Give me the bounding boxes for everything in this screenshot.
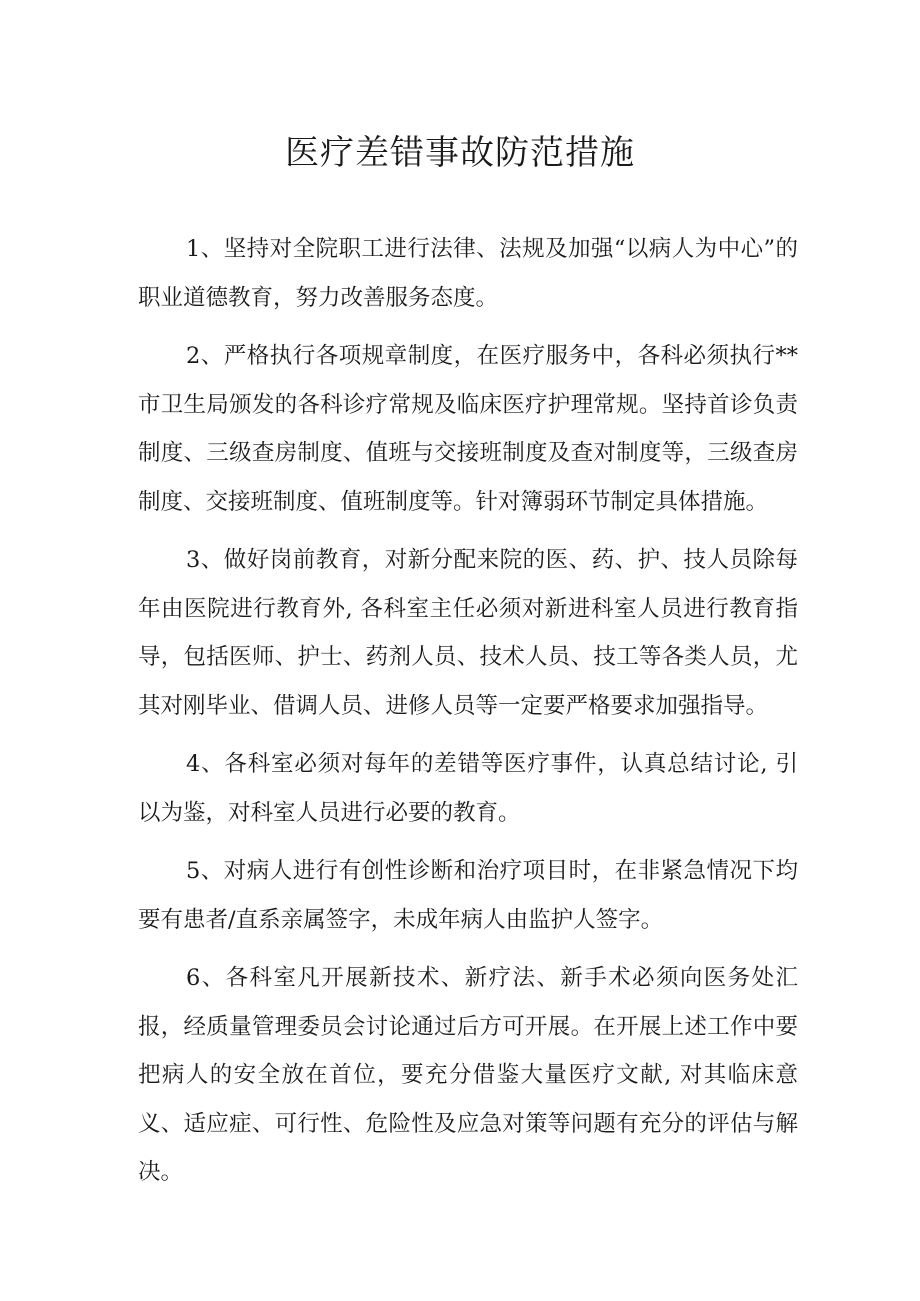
- paragraph-4: 4、各科室必须对每年的差错等医疗事件，认真总结讨论, 引以为鉴，对科室人员进行必要的教育。: [138, 751, 798, 826]
- document-body: [138, 225, 798, 1207]
- paragraph-6: 6、各科室凡开展新技术、新疗法、新手术必须向医务处汇报，经质量管理委员会讨论通过后方可开展。在开展上述工作中要把病人的安全放在首位，要充分借鉴大量医疗文献, 对其临床意义、适应症、可行性、危险性及应急对策等问题有充分的评估与解决。: [138, 965, 798, 1185]
- paragraph-2: 2、严格执行各项规章制度，在医疗服务中，各科必须执行**市卫生局颁发的各科诊疗常规及临床医疗护理常规。坚持首诊负责制度、三级查房制度、值班与交接班制度及查对制度等，三级查房制度、交接班制度、值班制度等。针对簿弱环节制定具体措施。: [138, 343, 798, 515]
- paragraph-1: 1、坚持对全院职工进行法律、法规及加强“以病人为中心”的职业道德教育，努力改善服务态度。: [138, 236, 798, 311]
- paragraph-3: 3、做好岗前教育，对新分配来院的医、药、护、技人员除每年由医院进行教育外, 各科室主任必须对新进科室人员进行教育指导，包括医师、护士、药剂人员、技术人员、技工等各类人员，尤其对刚毕业、借调人员、进修人员等一定要严格要求加强指导。: [138, 547, 798, 719]
- page-title: 医疗差错事故防范措施: [285, 133, 635, 173]
- paragraph-5: 5、对病人进行有创性诊断和治疗项目时，在非紧急情况下均要有患者/直系亲属签字，未成年病人由监护人签字。: [138, 858, 798, 933]
